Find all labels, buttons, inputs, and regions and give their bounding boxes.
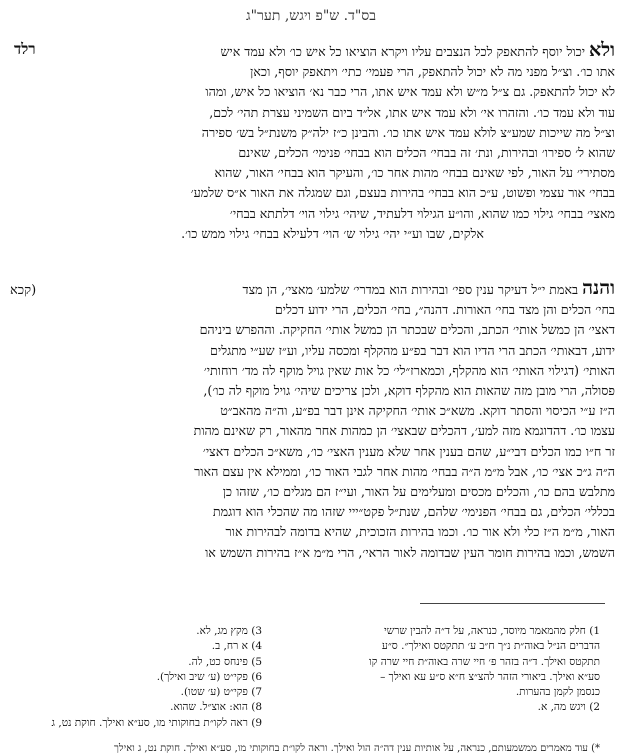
page-number: רלד — [14, 40, 36, 58]
text-line: האותי׳ (דגילוי האותי׳ הוא מהקלף, וכמארז״לי׳ כל אות שאין גויל מוקף לה מד׳ רוחותי׳ — [203, 362, 615, 378]
text-line: מאצי׳ בבחי׳ גילוי כמו שהוא, והו״ע הגילוי דלעתיד, שיהי׳ גילוי הוי׳ דלתתא בבחי׳ — [229, 205, 615, 221]
text-line: שהוא ל׳ ספירו׳ ובהירות, ונת׳ זה בבחי׳ הכלים הוא בבחי׳ פנימי׳ הכלים, שאינם — [238, 145, 615, 161]
line-text: יכול יוסף להתאפק לכל הנצבים עליו ויקרא הוציאו כל איש כו׳ ולא עמד איש — [220, 44, 586, 59]
footnote-line: 2) ויגש מה, א. — [537, 701, 600, 714]
lead-word: ולא — [589, 40, 615, 61]
text-line: פסולה, הרי מובן מזה שהאות הוא מהקלף דוקא, ולכן צריכים שיהי׳ גויל מוקף לה כו׳), — [203, 383, 615, 399]
footnote-line: 6) פקי״ט (ע׳ שיב ואילך). — [156, 670, 262, 683]
text-line: עצמו כו׳. דהדוגמא מזה למע׳, דהכלים שבאצי׳ הן כמהות אחר מהאור, רק שאינם מהות — [193, 423, 615, 439]
text-line: אלקים, שבו וע״י יהי׳ גילוי ש׳ הוי׳ דלעילא בבחי׳ גילוי ממש כו׳. — [181, 225, 484, 241]
page-header: בס"ד. ש"פ ויגש, תער"ג — [245, 8, 376, 24]
text-line: האור, מ״מ ה״ז כלי ולא אור כו׳. וכמו בהירות הזכוכית, שהיא בדומה לבהירות אור — [225, 524, 615, 540]
line-text: באמת י״ל דעיקר ענין ספי׳ ובהירות הוא במדרי׳ שלמע׳ מאצי׳, הן מצד — [242, 282, 579, 297]
footnote-line: כנסמן לקמן בהערות. — [515, 686, 600, 699]
footnote-line: 7) פקי״ט (ע׳ שטו). — [180, 686, 262, 699]
paragraph-number-tag: קכא) — [10, 283, 37, 298]
text-line: ה״ה ג״כ אצי׳ כו׳, אבל מ״מ ה״ה בבחי׳ מהות אחר לגבי האור כו׳, וממילא אין עצם האור — [194, 463, 615, 479]
footnotes-right-column — [308, 624, 600, 716]
footnote-line: הדברים הנ״ל באוה״ת נ״ך ח״ב ע׳ תתקטס ואילך״. ס״ע — [381, 640, 600, 653]
text-line — [50, 40, 615, 62]
text-line: מסתירי׳ על האור, לפי שאינם בבחי׳ מהות אחר כו׳, והעיקר הוא בבחי׳ האור, שהוא — [214, 165, 615, 181]
paragraph-1 — [50, 40, 615, 244]
text-line: אתו כו׳. וצ״ל מפני מה לא יכול להתאפק, הרי פעמי׳ כתי׳ ויתאפק יוסף, וכאן — [250, 64, 615, 80]
footnote-line: סע״א ואילך. ביאורי הזהר להצ״צ ח״א ס״ע עא ואילך – — [380, 670, 600, 683]
lead-word: והנה — [582, 278, 615, 299]
paragraph-2 — [50, 278, 615, 563]
footnote-divider — [420, 603, 605, 604]
text-line: ידוע, דבאותי׳ הכתב הרי הדיו הוא דבר בפ״ע מהקלף ומכסה עליו, וע״ז שע״י מתגלים — [210, 342, 615, 358]
footnote-continuation: *) עוד מאמרים ממשמעותם, כנראה, על אותיות ענין דה״ה הול ואילך. וראה לקו״ת בחוקותי מו, סע״א ואילך. חוקת נט, ג ואילך — [114, 743, 600, 754]
text-line: זר ח״ו כמו הכלים דבי״ע, שהם בענין אחר שלא מענין האצי׳ כו׳, משא״כ הכלים דאצי׳ — [202, 443, 615, 459]
footnote-line: 4) א רח, ב. — [211, 640, 262, 653]
text-line: וצ״ל מה שייכות שמע״צ לולא עמד איש אתו כו׳. והבינן כ״ז ילה״ק משנת״ל בש׳ ספירה — [201, 124, 615, 140]
footnote-line: 1) חלק מהמאמר מיוסד, כנראה, על ד״ה להבין שרשי — [384, 625, 600, 637]
text-line: דאצי׳ הן כמשל אותי׳ הכתב, והכלים שבכתר הן כמשל אותי׳ החקיקה. וההפרש ביניהם — [199, 322, 615, 338]
text-line: השמש, וכמו בהירות חומר העין שבדומה לאור הראי׳, הרי מ״מ א״ז בהירות השמש או — [205, 544, 615, 560]
footnote-line: 8) הוא: אוצ״ל. שהוא. — [170, 701, 262, 714]
footnote-line: 3) מקץ מג, לא. — [196, 625, 262, 637]
footnotes-left-column — [22, 624, 262, 731]
text-line: בכללי׳ הכלים, גם בבחי׳ הפנימי׳ שלהם, שנת״ל פקט״ייי שזהו מה שהכלי הוא דוגמת — [212, 504, 615, 520]
text-line — [50, 278, 615, 300]
text-line: בחי׳ הכלים והן מצד בחי׳ האורות. דהנה״, בחי׳ הכלים, הרי ידוע דכלים — [274, 302, 615, 318]
text-line: בבחי׳ אור עצמי ופשוט, ע״כ הוא בבחי׳ בהירות בעצם, וגם שמגלה את האור א״ס שלמע׳ — [190, 185, 615, 201]
footnote-line: 5) פינחס כט, לה. — [188, 655, 262, 668]
text-line: עוד ולא עמד כו׳. והזהרו אי׳ ולא עמד איש אתו, אל״ד ביום השמיני עצרת תהי׳ לכם, — [209, 104, 615, 120]
footnote-line: תתקטס ואילך. ד״ה בזהר פ׳ חיי שרה באוה״ת חיי שרה קו — [369, 655, 600, 668]
footnote-line: 9) ראה לקו״ת בחוקותי מו, סע״א ואילך. חוקת נט, ג — [51, 716, 262, 729]
text-line: ה״ז ע״י הכיסוי והסתר דוקא. משא״כ אותי׳ החקיקה אינן דבר בפ״ע, וה״ה מהאב״ט — [220, 403, 615, 419]
text-line: מתלבש בהם כו׳, והכלים מכסים ומעלימים על האור, ועי״ז הם מגלים כו׳, שזהו כן — [222, 484, 615, 500]
text-line: לא יכול להתאפק. גם צ״ל מ״ש ולא עמד איש אתו, הרי כבר נא׳ הוציאו כל איש, ומהו — [205, 84, 615, 100]
